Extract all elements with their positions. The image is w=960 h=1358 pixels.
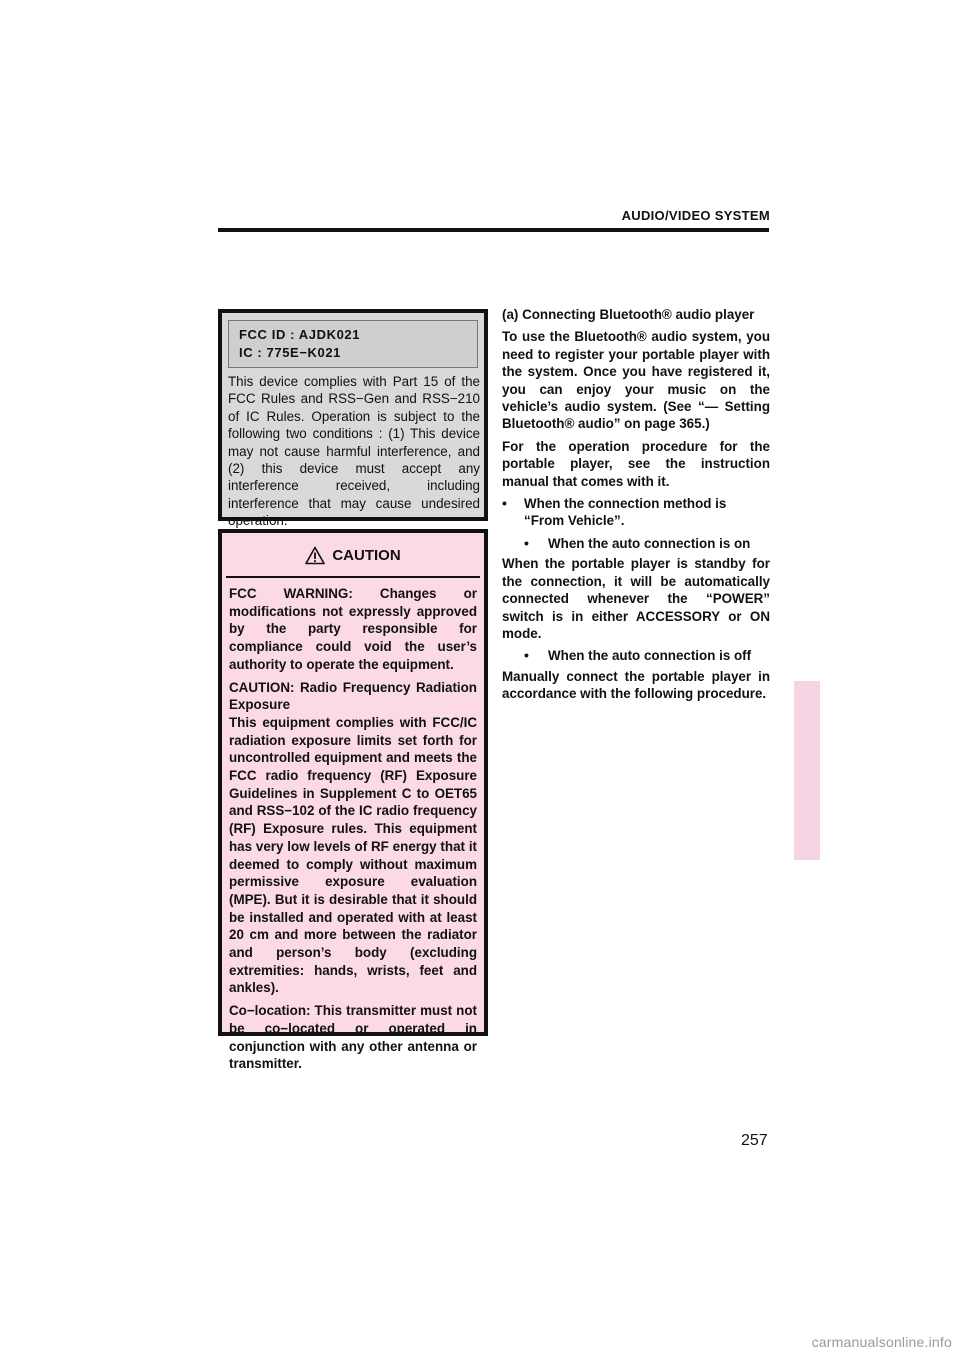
operation-paragraph: For the operation procedure for the portable player, see the instruction manual that comes with it. [502,438,770,489]
header-rule [218,228,769,232]
bluetooth-section [502,306,770,708]
bullet-icon: • [524,647,529,664]
section-tab [794,681,820,860]
bullet-text: When the connection method is “From Vehicle”. [524,496,727,529]
rf-exposure-heading: CAUTION: Radio Frequency Radiation Exposure [229,679,477,713]
warning-triangle-icon [305,546,325,565]
register-paragraph: To use the Bluetooth® audio system, you need to register your portable player with the system. Once you have registered it, you can enjoy your music on the vehicle’s audio system. (See “— Setting Bluetooth® audio” on page 365.) [502,329,770,432]
rf-exposure-text [229,679,477,998]
caution-header [229,541,477,569]
fcc-id-line: FCC ID : AJDK021 [239,327,361,342]
caution-box [218,529,488,1072]
fcc-warning-text: FCC WARNING: Changes or modifications not expressly approved by the party responsible for compliance could void the user’s authority to operate the equipment. [229,586,477,672]
ic-id-line: IC : 775E−K021 [239,345,341,360]
fcc-notice-box [218,309,488,529]
page-number: 257 [741,1132,768,1149]
caution-divider [226,576,480,578]
fcc-compliance-text: This device complies with Part 15 of the FCC Rules and RSS−Gen and RSS−210 of IC Rules. Operation is subject to the following two conditions : (1) This device may not cause harmful interference, and (2) this device must accept any interference received, including interference that may cause undesired operation. [228,374,480,529]
bullet-icon: • [502,495,507,512]
list-item [502,495,770,530]
sub-bullet-body: When the portable player is standby for the connection, it will be automatically connected whenever the “POWER” switch is in either ACCESSORY or ON mode. [502,556,770,641]
watermark: carmanualsonline.info [811,1334,952,1350]
fcc-id-panel [228,320,478,368]
sub-bullet-body: Manually connect the portable player in accordance with the following procedure. [502,668,770,702]
bullet-icon: • [524,534,529,551]
colocation-text: Co−location: This transmitter must not be co−located or operated in conjunction with any other antenna or transmitter. [229,1003,477,1072]
section-heading: (a) Connecting Bluetooth® audio player [502,307,755,322]
section-title: AUDIO/VIDEO SYSTEM [621,208,770,223]
sub-bullet-label: When the auto connection is on [548,535,751,551]
list-item [524,535,770,552]
rf-exposure-body: This equipment complies with FCC/IC radiation exposure limits set forth for uncontrolled equipment and meets the FCC radio frequency (RF) Exposure Guidelines in Supplement C to OET65 and RSS−102 of the IC radio frequency (RF) Exposure rules. This equipment has very low levels of RF energy that it deemed to comply without maximum permissive exposure evaluation (MPE). But it is desirable that it should be installed and operated with at least 20 cm and more between the radiator and person’s body (excluding extremities: hands, wrists, feet and ankles). [229,714,477,996]
list-item [524,647,770,664]
sub-bullet-label: When the auto connection is off [548,648,752,664]
caution-title: CAUTION [332,546,401,564]
